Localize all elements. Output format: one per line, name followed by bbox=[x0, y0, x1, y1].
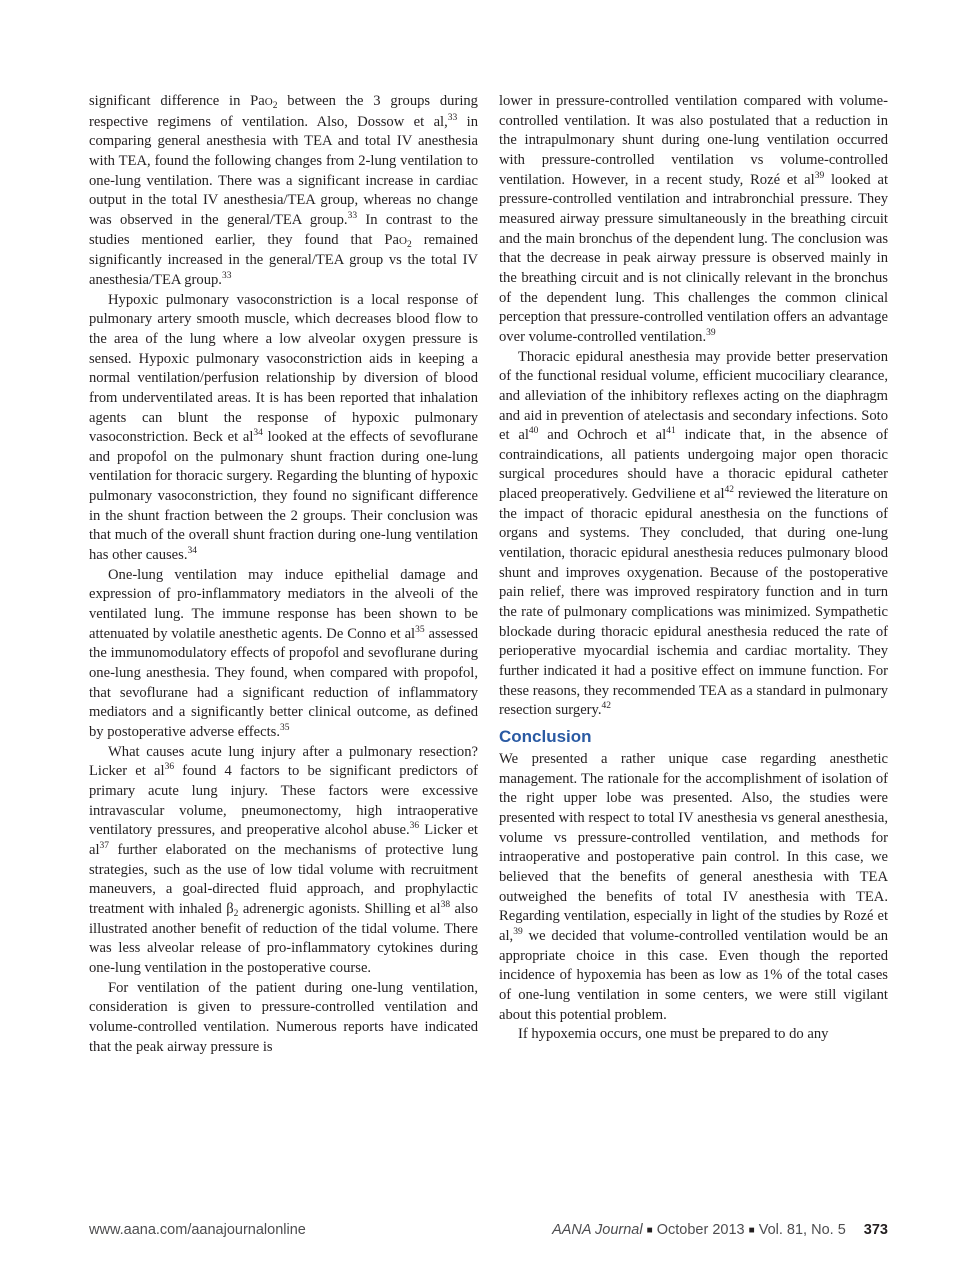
left-column bbox=[89, 92, 478, 1057]
paragraph: significant difference in PaO$_2$ between the 3 groups during respective regimens of ventilation. Also, Dossow et al,$^{33}$ in comparing general anesthesia with TEA and total IV anesthesia with TEA, found the following changes from 2-lung ventilation to one-lung ventilation. There was a significant increase in cardiac output in the total IV anesthesia/TEA group, whereas no change was observed in the general/TEA group.$^{33}$ In contrast to the studies mentioned earlier, they found that PaO$_2$ remained significantly increased in the general/TEA group vs the total IV anesthesia/TEA group.$^{33}$ bbox=[89, 93, 479, 288]
citation: 40 bbox=[528, 426, 539, 437]
citation: 34 bbox=[253, 428, 263, 439]
citation: 36 bbox=[409, 821, 420, 832]
issue-date: October 2013 bbox=[656, 1222, 745, 1238]
paragraph: For ventilation of the patient during one-lung ventilation, consideration is given to pressure-controlled ventilation and volume-controlled ventilation. Numerous reports have indicated that the peak airway pressure is bbox=[89, 979, 478, 1055]
citation: 34 bbox=[187, 546, 197, 557]
citation: 37 bbox=[99, 840, 110, 851]
paragraph: What causes acute lung injury after a pulmonary resection? Licker et $al^{36}$ found 4 factors to be significant predictors of primary acute lung injury. These factors were excessive intravascular volume, pneumonectomy, high intraoperative ventilatory pressures, and preoperative alcohol abuse.$^{36}$ Licker et $al^{37}$ further elaborated on the mechanisms of protective lung strategies, such as the use of low tidal volume with recruitment maneuvers, a goal-directed fluid approach, and prophylactic treatment with inhaled $\beta_2$ adrenergic agonists. Shilling et $al^{38}$ also illustrated another benefit of reduction of the tidal volume. There was less alveolar release of pro-inflammatory cytokines during one-lung ventilation in the postoperative course. bbox=[89, 743, 478, 976]
page-number: 373 bbox=[863, 1222, 888, 1238]
citation: 39 bbox=[513, 926, 523, 937]
citation: 35 bbox=[415, 624, 425, 635]
paragraph: lower in pressure-controlled ventilation compared with volume-controlled ventilation. It was also postulated that a reduction in the intrapulmonary shunt during one-lung ventilation occurred with pressure-controlled ventilation vs volume-controlled ventilation. However, in a recent study, Rozé et $al^{39}$ looked at pressure-controlled ventilation and intrabronchial pressure. They measured airway pressure simultaneously in the breathing circuit and the main bronchus of the dependent lung. The conclusion was that the decrease in peak airway pressure is observed mainly in the breathing circuit and is not clinically relevant in the bronchus of the dependent lung. This challenges the common clinical perception that pressure-controlled ventilation offers an advantage over volume-controlled ventilation.$^{39}$ bbox=[499, 93, 888, 345]
paragraph: One-lung ventilation may induce epithelial damage and expression of pro-inflammatory mediators in the alveoli of the ventilated lung. The immune response has been shown to be attenuated by volatile anesthetic agents. De Conno et $al^{35}$ assessed the immunomodulatory effects of propofol and sevoflurane during one-lung anesthesia. They found, when compared with propofol, that sevoflurane had a significant reduction of inflammatory mediators and a significantly better clinical outcome, as defined by postoperative adverse effects.$^{35}$ bbox=[89, 566, 478, 740]
citation: 33 bbox=[447, 112, 458, 123]
right-column bbox=[499, 92, 888, 1045]
journal-name: AANA Journal bbox=[552, 1222, 643, 1238]
paragraph: Hypoxic pulmonary vasoconstriction is a local response of pulmonary artery smooth muscle, which decreases blood flow to the area of the lung where a low alveolar oxygen pressure is sensed. Hypoxic pulmonary vasoconstriction aids in keeping a normal ventilation/perfusion relationship by diversion of blood from underventilated areas. It is has been reported that inhalation agents can blunt the response of hypoxic pulmonary vasoconstriction. Beck et $al^{34}$ looked at the effects of sevoflurane and propofol on the pulmonary shunt fraction during one-lung ventilation for thoracic surgery. Regarding the blunting of hypoxic pulmonary vasoconstriction, they found no significant difference in the shunt fraction between the 2 groups. Their conclusion was that much of the overall shunt fraction during one-lung ventilation has other causes.$^{34}$ bbox=[89, 291, 478, 564]
citation: 35 bbox=[280, 723, 290, 733]
section-heading: Conclusion bbox=[499, 727, 592, 746]
paragraph: If hypoxemia occurs, one must be prepared to do any bbox=[518, 1026, 829, 1043]
paragraph: Thoracic epidural anesthesia may provide better preservation of the functional residual volume, efficient mucociliary clearance, and alleviation of the inhibitory reflexes acting on the diaphragm and aid in prevention of atelectasis and secondary infections. Soto et $al^{40}$ and Ochroch et $al^{41}$ indicate that, in the absence of contraindications, all patients undergoing major open thoracic surgical procedures should have a thoracic epidural catheter placed preoperatively. Gedviliene et $al^{42}$ reviewed the literature on the impact of thoracic epidural anesthesia on the functions of organs and systems. They concluded, that during one-lung ventilation, thoracic epidural anesthesia reduces pulmonary blood shunt and improves oxygenation. Because of the postoperative pain relief, there was improved respiratory function and in turn the rate of pulmonary complications was minimized. Sympathetic blockade during thoracic epidural anesthesia reduced the rate of perioperative myocardial ischemia and cardiac mortality. They further indicated it had a positive effect on immune function. For these reasons, they recommended TEA as a standard in pulmonary resection surgery.$^{42}$ bbox=[499, 348, 888, 719]
citation: 42 bbox=[724, 485, 735, 496]
separator-icon: ■ bbox=[646, 1225, 653, 1236]
volume-issue: Vol. 81, No. 5 bbox=[758, 1222, 846, 1238]
footer-citation bbox=[552, 1222, 888, 1238]
citation: 36 bbox=[164, 762, 175, 773]
citation: 39 bbox=[706, 327, 716, 338]
citation: 38 bbox=[440, 899, 451, 910]
separator-icon: ■ bbox=[748, 1225, 755, 1236]
citation: 39 bbox=[814, 170, 825, 181]
footer-url[interactable]: www.aana.com/aanajournalonline bbox=[89, 1222, 306, 1238]
citation: 42 bbox=[601, 701, 612, 712]
citation: 41 bbox=[666, 426, 676, 437]
paragraph: We presented a rather unique case regarding anesthetic management. The rationale for the accomplishment of isolation of the right upper lobe was presented. Also, the studies were presented with respect to total IV anesthesia vs general anesthesia, volume vs pressure-controlled ventilation, and methods for intraoperative and postoperative pain control. In this case, we believed that the benefits of general anesthesia with TEA outweighed the benefits of total IV anesthesia with TEA. Regarding ventilation, especially in light of the studies by Rozé et al,$^{39}$ we decided that volume-controlled ventilation would be an appropriate choice in this case. Even though the reported incidence of hypoxemia has been as low as 1% of the total cases of one-lung ventilation in some centers, we were still vigilant about this potential problem. bbox=[499, 751, 888, 1023]
citation: 33 bbox=[347, 210, 358, 221]
citation: 33 bbox=[221, 270, 232, 281]
